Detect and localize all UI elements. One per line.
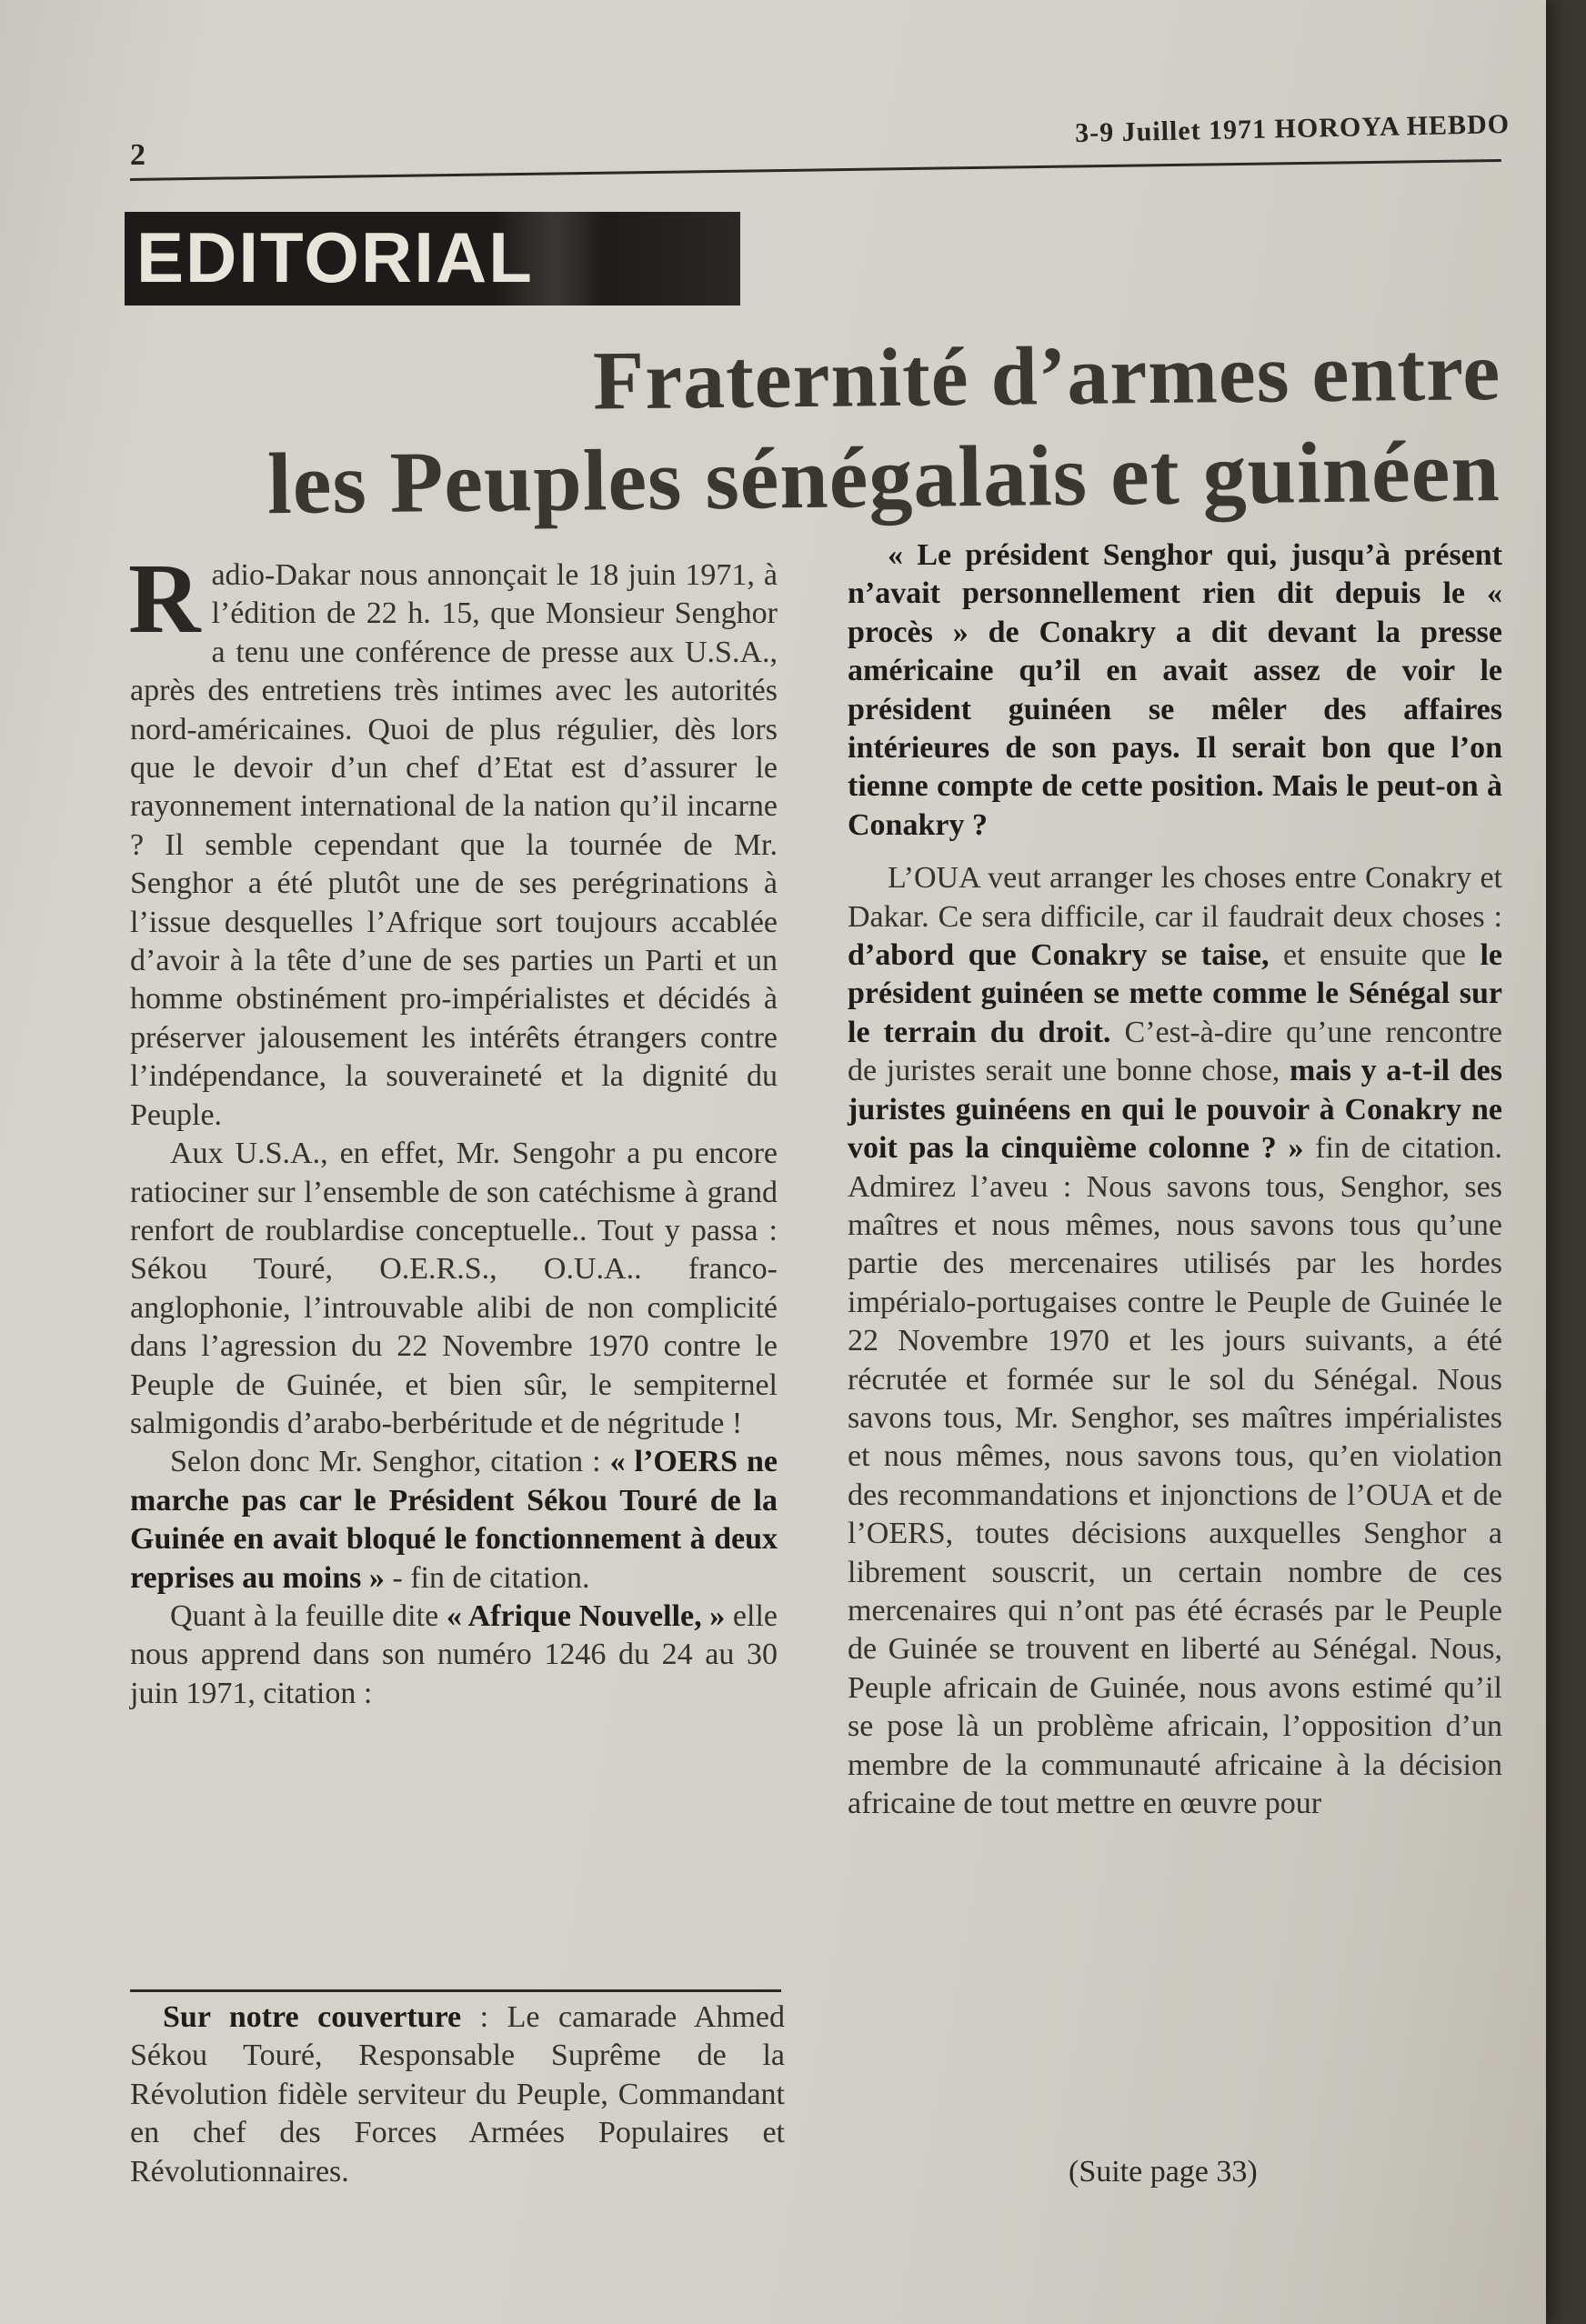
paragraph-2: Aux U.S.A., en effet, Mr. Sengohr a pu encore ratiociner sur l’ensemble de son catéchisme à grand renfort de roublardise conceptuelle.. Tout y passa : Sékou Touré, O.E.R.S., O.U.A.. franco-anglophonie, l’introuvable alibi de non complicité dans l’agression du 22 Novembre 1970 contre le Peuple de Guinée, et bien sûr, le sempiternel salmigondis d’arabo-berbéritude et de négritude ! — [130, 1137, 778, 1440]
paragraph-1-text: adio-Dakar nous annonçait le 18 juin 1971, à l’édition de 22 h. 15, que Monsieur Senghor a tenu une conférence de presse aux U.S.A., après des entretiens très intimes avec les autorités nord-américaines. Quoi de plus régulier, dès lors que le devoir d’un chef d’Etat est d’assurer le rayonnement international de la nation qu’il incarne ? Il semble cependant que la tournée de Mr. Senghor a été plutôt une de ses perégrinations à l’issue desquelles l’Afrique sort toujours accablée d’avoir à la tête d’une de ses parties un Parti et un homme obstinément pro-impérialistes et décidés à préserver jalousement les intérêts étrangers contre l’indépendance, la souveraineté et la dignité du Peuple. — [130, 558, 778, 1132]
publication-date-header: 3-9 Juillet 1971 HOROYA HEBDO — [1074, 109, 1511, 149]
headline-line-2: les Peuples sénégalais et guinéen — [266, 422, 1501, 533]
paragraph-3-quote: « l’OERS ne marche pas car le Président Sékou Touré de la Guinée en avait bloqué le fonctionnement à deux reprises au moins » — [130, 1445, 778, 1595]
rp2-g: fin de citation. Admirez l’aveu : Nous savons tous, Senghor, ses maîtres et nous mêmes, nous savons tous qu’une partie des mercenaires utilisés par les hordes impérialo-portugaises contre le Peuple de Guinée le 22 Novembre 1970 et les jours suivants, a été récrutée et formée sur le sol du Sénégal. Nous savons tous, Mr. Senghor, ses maîtres impérialistes et nous mêmes, nous savons tous, qu’en violation des recommandations et injonctions de l’OUA et de l’OERS, toutes décisions auxquelles Senghor a librement souscrit, un certain nombre de ces mercenaires qui n’ont pas été écrasés par le Peuple de Guinée se trouvent en liberté au Sénégal. Nous, Peuple africain de Guinée, nous avons estimé qu’il se pose là un problème africain, l’opposition d’un membre de la communauté africaine à la décision africaine de tout mettre en œuvre pour — [848, 1131, 1502, 1820]
rp2-d: le président guinéen se mette comme le Sénégal sur le terrain du droit. — [848, 938, 1502, 1049]
section-label: EDITORIAL — [136, 217, 534, 297]
cover-caption — [130, 1998, 785, 2191]
paragraph-3-end: - fin de citation. — [384, 1560, 590, 1595]
quote-paragraph — [848, 536, 1502, 845]
drop-cap: R — [128, 543, 201, 654]
paragraph-4 — [130, 1598, 778, 1713]
paragraph-4-start: Quant à la feuille dite — [170, 1598, 447, 1633]
rp2-b: d’abord que Conakry se taise, — [848, 938, 1270, 973]
right-paragraph-2 — [848, 859, 1502, 1823]
page-number: 2 — [130, 138, 146, 172]
left-column — [128, 543, 778, 1713]
right-column — [848, 536, 1502, 1823]
rp2-f: mais y a-t-il des juristes guinéens en qui le pouvoir à Conakry ne voit pas la cinquième colonne ? » — [848, 1054, 1503, 1166]
headline-line-1: Fraternité d’armes entre — [592, 325, 1501, 427]
paragraph-4-end: elle nous apprend dans son numéro 1246 du 24 au 30 juin 1971, citation : — [130, 1598, 778, 1710]
rp2-c: et ensuite que — [1269, 938, 1481, 973]
caption-rule — [130, 1989, 781, 1992]
caption-label: Sur notre couverture — [163, 2000, 462, 2034]
caption-text: : Le camarade Ahmed Sékou Touré, Responsable Suprême de la Révolution fidèle serviteur du Peuple, Commandant en chef des Forces Armées Populaires et Révolutionnaires. — [130, 2000, 785, 2189]
paragraph-1 — [128, 543, 778, 1135]
rp2-a: L’OUA veut arranger les choses entre Conakry et Dakar. Ce sera difficile, car il faudrait deux choses : — [848, 861, 1502, 934]
paragraph-4-bold: « Afrique Nouvelle, » — [446, 1598, 726, 1633]
paragraph-gap — [848, 845, 1502, 859]
continued-notice: (Suite page 33) — [1069, 2155, 1258, 2189]
paragraph-3 — [130, 1443, 778, 1598]
paragraph-3-start: Selon donc Mr. Senghor, citation : — [170, 1445, 601, 1479]
header-rule — [130, 159, 1501, 181]
rp2-e: C’est-à-dire qu’une rencontre de juristes serait une bonne chose, — [848, 1015, 1502, 1088]
quote-bold-text: « Le président Senghor qui, jusqu’à présent n’avait personnellement rien dit depuis le « procès » de Conakry a dit devant la presse américaine qu’il en avait assez de voir le président guinéen se mêler des affaires intérieures de son pays. Il serait bon que l’on tienne compte de cette position. Mais le peut-on à Conakry ? — [848, 538, 1502, 842]
